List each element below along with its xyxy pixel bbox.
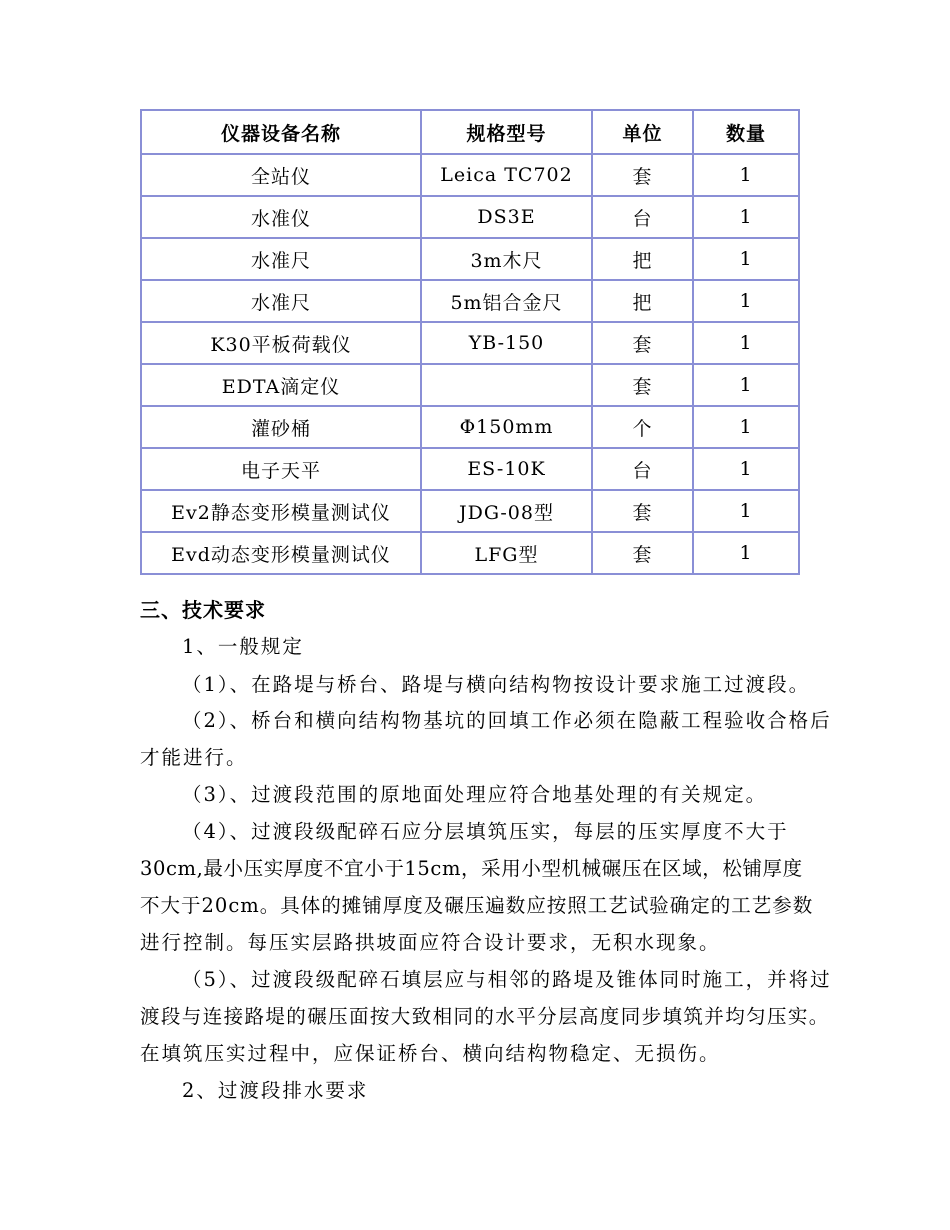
cell-model: ES-10K	[421, 448, 592, 490]
table-row	[141, 490, 799, 532]
cell-quantity: 1	[693, 532, 799, 574]
paragraph-3: （3）、过渡段范围的原地面处理应符合地基处理的有关规定。	[182, 783, 768, 806]
cell-model: LFG型	[421, 532, 592, 574]
cell-name: 水准尺	[141, 280, 421, 322]
header-quantity: 数量	[693, 110, 799, 154]
cell-model: Φ150mm	[421, 406, 592, 448]
paragraph-4-line-1: （4）、过渡段级配碎石应分层填筑压实，每层的压实厚度不大于	[182, 820, 789, 843]
cell-unit: 套	[592, 490, 693, 532]
table-row	[141, 322, 799, 364]
cell-model: DS3E	[421, 196, 592, 238]
table-row	[141, 364, 799, 406]
cell-quantity: 1	[693, 238, 799, 280]
cell-name: Evd动态变形模量测试仪	[141, 532, 421, 574]
subsection-general: 1、一般规定	[182, 635, 304, 658]
equipment-table	[140, 109, 800, 575]
cell-unit: 台	[592, 196, 693, 238]
table-row	[141, 532, 799, 574]
cell-model: 3m木尺	[421, 238, 592, 280]
table-row	[141, 406, 799, 448]
table-row	[141, 196, 799, 238]
subsection-drainage: 2、过渡段排水要求	[182, 1079, 369, 1102]
cell-quantity: 1	[693, 448, 799, 490]
cell-name: 全站仪	[141, 154, 421, 196]
cell-name: Ev2静态变形模量测试仪	[141, 490, 421, 532]
cell-unit: 套	[592, 364, 693, 406]
cell-unit: 台	[592, 448, 693, 490]
paragraph-5-line-2: 渡段与连接路堤的碾压面按大致相同的水平分层高度同步填筑并均匀压实。	[140, 1005, 830, 1028]
paragraph-4-line-4: 进行控制。每压实层路拱坡面应符合设计要求，无积水现象。	[140, 931, 721, 954]
table-row	[141, 448, 799, 490]
paragraph-4-line-2: 30cm,最小压实厚度不宜小于15cm，采用小型机械碾压在区域，松铺厚度	[140, 857, 803, 880]
cell-name: 灌砂桶	[141, 406, 421, 448]
cell-name: 水准仪	[141, 196, 421, 238]
header-equipment-name: 仪器设备名称	[141, 110, 421, 154]
cell-quantity: 1	[693, 154, 799, 196]
paragraph-2-line-1: （2）、桥台和横向结构物基坑的回填工作必须在隐蔽工程验收合格后	[182, 709, 832, 732]
cell-unit: 个	[592, 406, 693, 448]
cell-quantity: 1	[693, 280, 799, 322]
cell-model: YB-150	[421, 322, 592, 364]
paragraph-1: （1）、在路堤与桥台、路堤与横向结构物按设计要求施工过渡段。	[182, 673, 811, 696]
paragraph-5-line-1: （5）、过渡段级配碎石填层应与相邻的路堤及锥体同时施工，并将过	[182, 968, 832, 991]
cell-name: 电子天平	[141, 448, 421, 490]
paragraph-2-line-2: 才能进行。	[140, 746, 248, 769]
cell-unit: 套	[592, 532, 693, 574]
cell-quantity: 1	[693, 406, 799, 448]
cell-name: EDTA滴定仪	[141, 364, 421, 406]
cell-unit: 把	[592, 238, 693, 280]
cell-model: Leica TC702	[421, 154, 592, 196]
cell-model: 5m铝合金尺	[421, 280, 592, 322]
table-row	[141, 154, 799, 196]
cell-quantity: 1	[693, 322, 799, 364]
cell-quantity: 1	[693, 196, 799, 238]
cell-name: 水准尺	[141, 238, 421, 280]
table-row	[141, 280, 799, 322]
cell-name: K30平板荷载仪	[141, 322, 421, 364]
header-model: 规格型号	[421, 110, 592, 154]
cell-quantity: 1	[693, 364, 799, 406]
paragraph-5-line-3: 在填筑压实过程中，应保证桥台、横向结构物稳定、无损伤。	[140, 1042, 721, 1065]
cell-model	[421, 364, 592, 406]
cell-unit: 把	[592, 280, 693, 322]
paragraph-4-line-3: 不大于20cm。具体的摊铺厚度及碾压遍数应按照工艺试验确定的工艺参数	[140, 894, 814, 917]
section-heading: 三、技术要求	[140, 598, 266, 622]
cell-quantity: 1	[693, 490, 799, 532]
table-header-row	[141, 110, 799, 154]
cell-model: JDG-08型	[421, 490, 592, 532]
cell-unit: 套	[592, 154, 693, 196]
header-unit: 单位	[592, 110, 693, 154]
table-row	[141, 238, 799, 280]
cell-unit: 套	[592, 322, 693, 364]
